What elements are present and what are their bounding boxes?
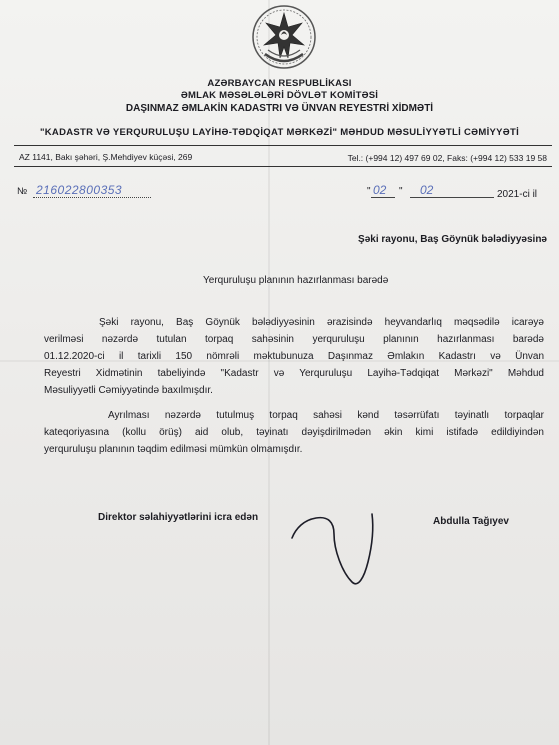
body-line: Ayrılması nəzərdə tutulmuş torpaq sahəsi kənd təsərrüfatı təyinatlı torpaqlar xyxy=(108,410,544,421)
handwritten-signature xyxy=(282,506,392,588)
date-day: 02 xyxy=(373,183,387,197)
registration-number-line xyxy=(33,197,151,198)
body-line: kateqoriyasına (kollu örüş) aid olub, təyinatı dəyişdirilmədən əkin kimi istifadə edildiyindən xyxy=(44,427,544,438)
date-close-quote: " xyxy=(399,186,403,197)
body-line: Reyestri Xidmətinin tabeliyində "Kadastr və Yerquruluşu Layihə-Tədqiqat Mərkəzi" Məhdud xyxy=(44,368,544,379)
header-service: DAŞINMAZ ƏMLAKİN KADASTRI VƏ ÜNVAN REYESTRİ XİDMƏTİ xyxy=(125,103,434,114)
body-line: verilməsi nəzərdə tutulan torpaq sahəsinin yerquruluşu planının hazırlanması barədə xyxy=(44,334,544,345)
recipient: Şəki rayonu, Baş Göynük bələdiyyəsinə xyxy=(358,234,547,245)
header-divider-bottom xyxy=(14,166,552,167)
header-committee: ƏMLAK MƏSƏLƏLƏRİ DÖVLƏT KOMİTƏSİ xyxy=(180,90,379,101)
date-month-line xyxy=(410,197,494,198)
body-line: Məsuliyyətli Cəmiyyətində baxılmışdır. xyxy=(44,385,213,396)
date-month: 02 xyxy=(420,183,434,197)
body-paragraph-1 xyxy=(44,314,544,399)
header-address: AZ 1141, Bakı şəhəri, Ş.Mehdiyev küçəsi, 269 xyxy=(19,152,193,162)
state-emblem-icon xyxy=(251,4,317,70)
body-paragraph-2 xyxy=(44,407,544,458)
body-line: yerquruluşu planının təqdim edilməsi mümkün olmamışdır. xyxy=(44,444,303,455)
registration-number: 216022800353 xyxy=(36,183,123,197)
date-year: 2021-ci il xyxy=(497,189,538,200)
header-republic: AZƏRBAYCAN RESPUBLİKASI xyxy=(207,78,352,89)
body-line: 01.12.2020-ci il tarixli 150 nömrəli məktubunuza Daşınmaz Əmlakın Kadastrı və Ünvan xyxy=(44,351,544,362)
letter-subject: Yerquruluşu planının hazırlanması barədə xyxy=(203,275,389,286)
date-open-quote: " xyxy=(367,186,371,197)
header-organization: "KADASTR VƏ YERQURULUŞU LAYİHƏ-TƏDQİQAT MƏRKƏZİ" MƏHDUD MƏSULİYYƏTLİ CƏMİYYƏTİ xyxy=(39,127,520,138)
registration-number-label: № xyxy=(17,186,28,197)
header-phones: Tel.: (+994 12) 497 69 02, Faks: (+994 12) 533 19 58 xyxy=(347,153,547,163)
header-divider-top xyxy=(14,145,552,146)
date-day-line xyxy=(371,197,395,198)
signatory-title: Direktor səlahiyyətlərini icra edən xyxy=(98,512,259,523)
body-line: Şəki rayonu, Baş Göynük bələdiyyəsinin ərazisində heyvandarlıq məqsədilə icarəyə xyxy=(99,317,544,328)
signatory-name: Abdulla Tağıyev xyxy=(433,516,509,527)
